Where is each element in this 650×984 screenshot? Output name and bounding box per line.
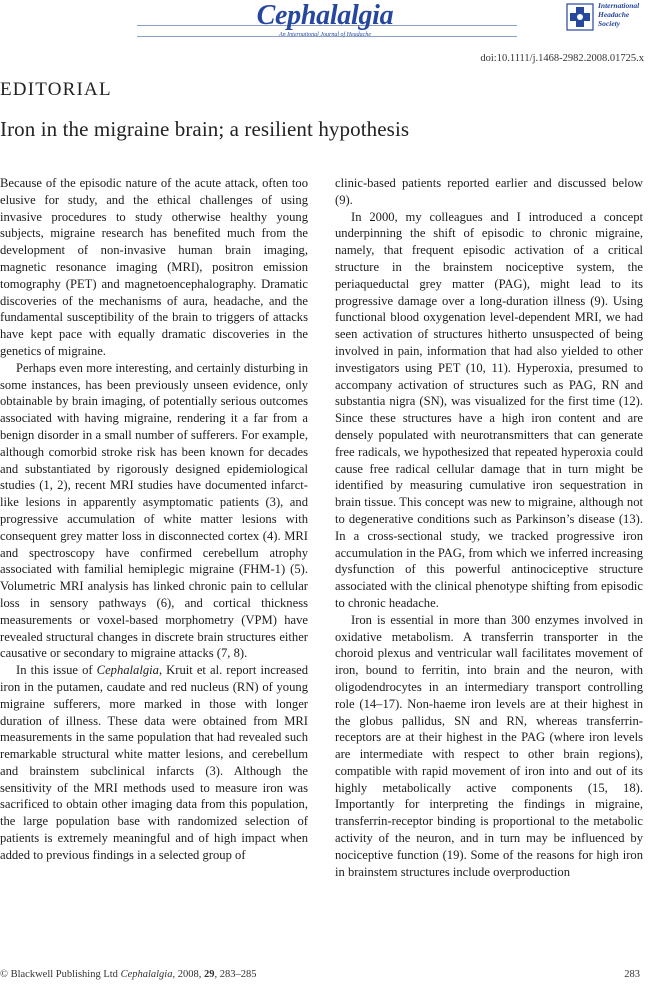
- body-paragraph: Because of the episodic nature of the acute attack, often too elusive for study, and the ethical challenges of using invasive procedures to study otherwise healthy young subjects, migraine research has benefited much from the development of non-invasive human brain imaging, magnetic resonance imaging (MRI), positron emission tomography (PET) and magnetoencephalography. Dramatic discoveries of the mechanisms of aura, headache, and the fundamental susceptibility of the brain to triggers of attacks have kept pace with equally dramatic discoveries in the genetics of migraine.: [0, 176, 308, 358]
- footer-pages: 283–285: [219, 969, 257, 980]
- body-paragraph: In 2000, my colleagues and I introduced a concept underpinning the shift of episodic to chronic migraine, namely, that frequent episodic activation of a critical structure in the brainstem nociceptive system, the periaqueductal grey matter (PAG), might lead to its progressive damage over a long-duration illness (9). Using functional blood oxygenation level-dependent MRI, we had seen activation of structures hitherto unsuspected of being involved in pain, information that had also yielded to other investigators using PET (10, 11). Hyperoxia, presumed to accompany activation of structures such as PAG, RN and substantia nigra (SN), was visualized for the first time (12). Since these structures have a high iron content and are densely populated with neurotransmitters that can generate free radicals, we hypothesized that repeated hyperoxia could cause free radical cellular damage that in turn might be identified by measuring cumulative iron sequestration in brain tissue. This concept was new to migraine, although not to degenerative conditions such as Parkinson’s disease (13). In a cross-sectional study, we tracked progressive iron accumulation in the PAG, from which we inferred increasing dysfunction of this powerful antinociceptive structure associated with the clinical phenotype shifting from episodic to chronic headache.: [335, 209, 643, 610]
- section-label: EDITORIAL: [0, 79, 112, 100]
- journal-name-italic: Cephalalgia: [96, 663, 159, 678]
- right-text-column: [335, 175, 643, 880]
- ihs-logo-icon: [566, 3, 594, 31]
- journal-title: Cephalalgia: [256, 0, 394, 31]
- page-number: 283: [624, 969, 640, 980]
- footer-volume: 29: [203, 969, 215, 980]
- text-run: , Kruit et al. report increased iron in the putamen, caudate and red nucleus (RN) of young migraine sufferers, more marked in those with longer duration of illness. These data were obtained from MRI measurements in the same population that had revealed such remarkable structural white matter lesions, and cerebellum and brainstem subclinical infarcts (3). Although the sensitivity of the MRI methods used to measure iron was sacrificed to obtain other imaging data from this population, the large population base with randomized selection of patients is extremely meaningful and of high impact when added to previous findings in a selected group of: [0, 663, 308, 862]
- journal-subtitle: An International Journal of Headache: [279, 32, 371, 38]
- footer-journal: Cephalalgia: [120, 969, 173, 980]
- society-name: [598, 1, 639, 28]
- body-paragraph: Perhaps even more interesting, and certainly disturbing in some instances, has been previously unseen evidence, only obtainable by brain imaging, of potentially serious outcomes associated with having migraine, rendering it a far from a benign disorder in a small number of sufferers. For example, although comorbid stroke risk has been known for decades and substantiated by rigorously designed epidemiological studies (1, 2), recent MRI studies have documented infarct-like lesions in apparently asymptomatic patients (3), and progressive accumulation of white matter lesions with consequent grey matter loss in disconnected cortex (4). MRI and spectroscopy have confirmed cerebellum atrophy associated with familial hemiplegic migraine (FHM-1) (5). Volumetric MRI analysis has linked chronic pain to cellular loss in sensory pathways (6), and cortical thickness measurements or voxel-based morphometry (VPM) have revealed structural changes in discrete brain structures either causative or secondary to migraine attacks (7, 8).: [0, 360, 308, 661]
- society-line: Society: [598, 19, 621, 28]
- article-title: Iron in the migraine brain; a resilient hypothesis: [0, 117, 410, 141]
- journal-masthead: [0, 0, 650, 50]
- footer-copyright: © Blackwell Publishing Ltd: [0, 969, 118, 980]
- body-paragraph: [0, 662, 308, 864]
- society-line: Headache: [598, 10, 630, 19]
- doi-reference: doi:10.1111/j.1468-2982.2008.01725.x: [480, 53, 644, 64]
- footer-year: 2008: [177, 969, 199, 980]
- page-footer: [0, 969, 650, 983]
- body-paragraph: clinic-based patients reported earlier and discussed below (9).: [335, 176, 643, 207]
- left-text-column: [0, 175, 308, 864]
- body-paragraph: Iron is essential in more than 300 enzymes involved in oxidative metabolism. A transferrin transporter in the choroid plexus and ventricular wall facilitates movement of iron, bound to ferritin, into brain and the neuron, with oligodendrocytes in an intermediary transport controlling role (14–17). Non-haeme iron levels are at their highest in the globus pallidus, SN and RN, whereas transferrin-receptors are at their highest in the PAG (where iron levels are intermediate with respect to other brain regions), compatible with rapid movement of iron into and out of its highly metabolically active components (15, 18). Importantly for interpreting the findings in migraine, transferrin-receptor binding is proportional to the metabolic activity of the neuron, and in turn may be influenced by nociceptive function (19). Some of the reasons for high iron in brainstem structures include overproduction: [335, 612, 643, 879]
- text-run: In this issue of: [16, 663, 97, 678]
- footer-citation: © Blackwell Publishing Ltd Cephalalgia, 2008, 29, 283–285: [0, 969, 257, 980]
- society-line: International: [598, 1, 640, 10]
